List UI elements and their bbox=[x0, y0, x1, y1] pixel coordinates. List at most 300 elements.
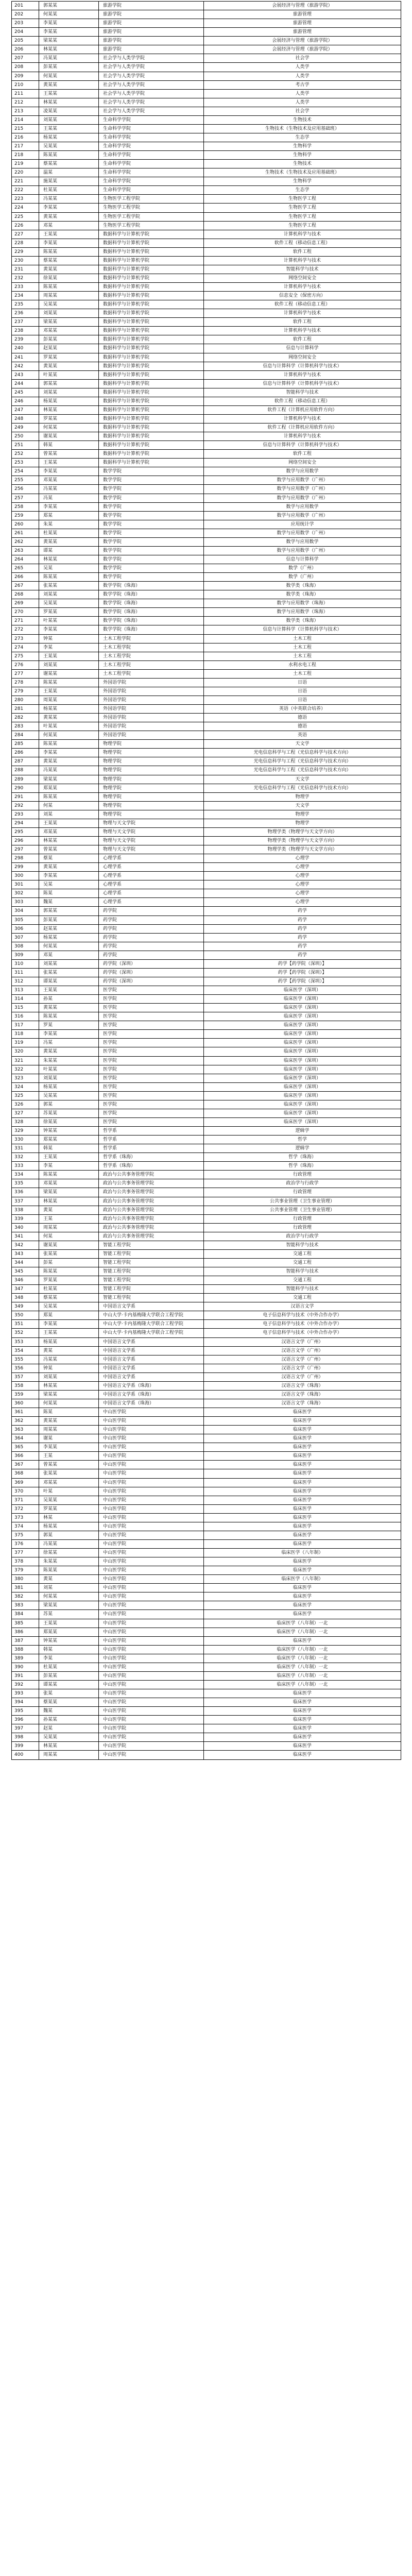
row-number-cell: 391 bbox=[12, 1672, 39, 1680]
student-name-cell: 郭某 bbox=[39, 1100, 99, 1109]
college-name-cell: 土木工程学院 bbox=[99, 670, 204, 678]
table-row bbox=[12, 863, 401, 872]
row-number-cell: 291 bbox=[12, 793, 39, 801]
student-name-cell: 邓某某 bbox=[39, 1479, 99, 1487]
student-name-cell: 罗某某 bbox=[39, 353, 99, 362]
table-row bbox=[12, 318, 401, 327]
table-row bbox=[12, 960, 401, 969]
college-name-cell: 中山大学·卡内基梅隆大学联合工程学院 bbox=[99, 1311, 204, 1319]
row-number-cell: 399 bbox=[12, 1742, 39, 1750]
row-number-cell: 310 bbox=[12, 960, 39, 968]
student-name-cell: 李某某 bbox=[39, 503, 99, 511]
table-row bbox=[12, 538, 401, 547]
college-name-cell: 医学院 bbox=[99, 1118, 204, 1126]
major-name-cell: 物理学 bbox=[204, 793, 401, 801]
student-name-cell: 王某某 bbox=[39, 230, 99, 239]
college-name-cell: 中山医学院 bbox=[99, 1672, 204, 1680]
table-row bbox=[12, 37, 401, 45]
major-name-cell: 临床医学（深圳） bbox=[204, 1109, 401, 1117]
table-row bbox=[12, 1355, 401, 1364]
college-name-cell: 外国语学院 bbox=[99, 679, 204, 687]
row-number-cell: 287 bbox=[12, 757, 39, 766]
student-name-cell: 陈某某 bbox=[39, 573, 99, 581]
student-name-cell: 徐某某 bbox=[39, 274, 99, 282]
major-name-cell: 临床医学（八年制） bbox=[204, 1549, 401, 1557]
major-name-cell: 临床医学 bbox=[204, 1443, 401, 1451]
major-name-cell: 软件工程（移动信息工程） bbox=[204, 397, 401, 405]
row-number-cell: 323 bbox=[12, 1074, 39, 1082]
student-name-cell: 蔡某某 bbox=[39, 257, 99, 265]
major-name-cell: 生物医学工程 bbox=[204, 195, 401, 203]
college-name-cell: 中山医学院 bbox=[99, 1443, 204, 1451]
major-name-cell: 临床医学 bbox=[204, 1452, 401, 1460]
row-number-cell: 395 bbox=[12, 1707, 39, 1715]
student-name-cell: 何某某 bbox=[39, 731, 99, 739]
major-name-cell: 临床医学（深圳） bbox=[204, 1074, 401, 1082]
table-row bbox=[12, 1171, 401, 1179]
table-row bbox=[12, 1083, 401, 1092]
table-row bbox=[12, 195, 401, 204]
major-name-cell: 人类学 bbox=[204, 90, 401, 98]
table-row bbox=[12, 898, 401, 907]
student-name-cell: 谭某 bbox=[39, 547, 99, 555]
college-name-cell: 心理学系 bbox=[99, 872, 204, 880]
student-name-cell: 梁某某 bbox=[39, 318, 99, 326]
major-name-cell: 汉语言文学（广州） bbox=[204, 1347, 401, 1355]
student-name-cell: 李某某 bbox=[39, 19, 99, 27]
table-row bbox=[12, 1382, 401, 1391]
college-name-cell: 药学院 bbox=[99, 916, 204, 924]
student-name-cell: 杨某某 bbox=[39, 397, 99, 405]
table-row bbox=[12, 54, 401, 63]
row-number-cell: 244 bbox=[12, 380, 39, 388]
table-row bbox=[12, 63, 401, 72]
college-name-cell: 中山医学院 bbox=[99, 1663, 204, 1671]
student-name-cell: 林某 bbox=[39, 1514, 99, 1522]
row-number-cell: 302 bbox=[12, 889, 39, 897]
major-name-cell: 汉语言文学（广州） bbox=[204, 1355, 401, 1364]
row-number-cell: 341 bbox=[12, 1232, 39, 1241]
table-row bbox=[12, 520, 401, 529]
major-name-cell: 日语 bbox=[204, 696, 401, 704]
college-name-cell: 中山医学院 bbox=[99, 1646, 204, 1654]
row-number-cell: 367 bbox=[12, 1461, 39, 1469]
college-name-cell: 医学院 bbox=[99, 1092, 204, 1100]
table-row bbox=[12, 1619, 401, 1628]
student-name-cell: 邓某某 bbox=[39, 476, 99, 484]
student-name-cell: 林某某 bbox=[39, 555, 99, 564]
college-name-cell: 数据科学与计算机学院 bbox=[99, 441, 204, 449]
student-name-cell: 李某 bbox=[39, 1654, 99, 1663]
row-number-cell: 264 bbox=[12, 555, 39, 564]
major-name-cell: 逻辑学 bbox=[204, 1144, 401, 1153]
row-number-cell: 382 bbox=[12, 1592, 39, 1601]
college-name-cell: 物理学院 bbox=[99, 766, 204, 774]
major-name-cell: 临床医学（深圳） bbox=[204, 1100, 401, 1109]
row-number-cell: 306 bbox=[12, 925, 39, 933]
row-number-cell: 381 bbox=[12, 1584, 39, 1592]
college-name-cell: 生物医学工程学院 bbox=[99, 213, 204, 221]
student-name-cell: 施某某 bbox=[39, 177, 99, 185]
college-name-cell: 社会学与人类学学院 bbox=[99, 107, 204, 115]
major-name-cell: 心理学 bbox=[204, 854, 401, 862]
major-name-cell: 临床医学（八年制）一北 bbox=[204, 1646, 401, 1654]
row-number-cell: 229 bbox=[12, 248, 39, 256]
row-number-cell: 238 bbox=[12, 327, 39, 335]
college-name-cell: 中山医学院 bbox=[99, 1505, 204, 1513]
student-name-cell: 吴某某 bbox=[39, 142, 99, 150]
major-name-cell: 临床医学 bbox=[204, 1724, 401, 1733]
table-row bbox=[12, 353, 401, 362]
student-name-cell: 温某 bbox=[39, 168, 99, 177]
row-number-cell: 379 bbox=[12, 1566, 39, 1574]
major-name-cell: 行政管理 bbox=[204, 1171, 401, 1179]
student-name-cell: 陈某 bbox=[39, 889, 99, 897]
major-name-cell: 生态学 bbox=[204, 186, 401, 194]
student-name-cell: 冯某 bbox=[39, 1039, 99, 1047]
table-row bbox=[12, 239, 401, 248]
row-number-cell: 261 bbox=[12, 529, 39, 537]
student-name-cell: 刘某某 bbox=[39, 590, 99, 599]
major-name-cell: 数学与应用数学（广州） bbox=[204, 512, 401, 520]
major-name-cell: 社会学 bbox=[204, 54, 401, 62]
college-name-cell: 外国语学院 bbox=[99, 696, 204, 704]
table-row bbox=[12, 204, 401, 212]
college-name-cell: 中山医学院 bbox=[99, 1469, 204, 1478]
major-name-cell: 计算机科学与技术 bbox=[204, 415, 401, 423]
row-number-cell: 246 bbox=[12, 397, 39, 405]
row-number-cell: 345 bbox=[12, 1267, 39, 1276]
college-name-cell: 心理学系 bbox=[99, 854, 204, 862]
table-row bbox=[12, 1127, 401, 1136]
college-name-cell: 数据科学与计算机学院 bbox=[99, 450, 204, 458]
major-name-cell: 物理学 bbox=[204, 819, 401, 827]
college-name-cell: 中山医学院 bbox=[99, 1487, 204, 1496]
table-row bbox=[12, 397, 401, 406]
table-row bbox=[12, 1654, 401, 1663]
major-name-cell: 软件工程（移动信息工程） bbox=[204, 239, 401, 247]
college-name-cell: 社会学与人类学学院 bbox=[99, 98, 204, 107]
student-name-cell: 邓某某 bbox=[39, 1179, 99, 1188]
table-row bbox=[12, 274, 401, 283]
college-name-cell: 智能工程学院 bbox=[99, 1241, 204, 1249]
college-name-cell: 物理与天文学院 bbox=[99, 845, 204, 854]
major-name-cell: 数学与应用数学（广州） bbox=[204, 485, 401, 493]
table-row bbox=[12, 643, 401, 652]
major-name-cell: 哲学（珠海） bbox=[204, 1153, 401, 1161]
table-row bbox=[12, 670, 401, 679]
row-number-cell: 344 bbox=[12, 1259, 39, 1267]
row-number-cell: 300 bbox=[12, 872, 39, 880]
row-number-cell: 332 bbox=[12, 1153, 39, 1161]
college-name-cell: 数据科学与计算机学院 bbox=[99, 353, 204, 362]
row-number-cell: 275 bbox=[12, 652, 39, 660]
table-row bbox=[12, 1276, 401, 1285]
student-name-cell: 蔡某某 bbox=[39, 1698, 99, 1706]
table-row bbox=[12, 977, 401, 986]
table-row bbox=[12, 1224, 401, 1232]
row-number-cell: 221 bbox=[12, 177, 39, 185]
student-name-cell: 郭某某 bbox=[39, 907, 99, 915]
college-name-cell: 中国语言文学系 bbox=[99, 1373, 204, 1381]
table-row bbox=[12, 494, 401, 503]
major-name-cell: 光电信息科学与工程（光信息科学与技术方向） bbox=[204, 766, 401, 774]
table-row bbox=[12, 344, 401, 353]
row-number-cell: 274 bbox=[12, 643, 39, 652]
major-name-cell: 临床医学 bbox=[204, 1733, 401, 1741]
table-row bbox=[12, 590, 401, 599]
college-name-cell: 中山医学院 bbox=[99, 1479, 204, 1487]
student-name-cell: 谭某某 bbox=[39, 977, 99, 986]
major-name-cell: 临床医学 bbox=[204, 1417, 401, 1425]
table-row bbox=[12, 1338, 401, 1347]
college-name-cell: 数据科学与计算机学院 bbox=[99, 248, 204, 256]
student-name-cell: 黄某 bbox=[39, 1347, 99, 1355]
student-name-cell: 陈某某 bbox=[39, 1566, 99, 1574]
row-number-cell: 368 bbox=[12, 1469, 39, 1478]
table-row bbox=[12, 1320, 401, 1329]
student-name-cell: 郭某某 bbox=[39, 380, 99, 388]
college-name-cell: 药学院 bbox=[99, 951, 204, 959]
row-number-cell: 225 bbox=[12, 213, 39, 221]
college-name-cell: 数据科学与计算机学院 bbox=[99, 300, 204, 309]
row-number-cell: 397 bbox=[12, 1724, 39, 1733]
table-row bbox=[12, 1592, 401, 1601]
major-name-cell: 药学 bbox=[204, 925, 401, 933]
row-number-cell: 374 bbox=[12, 1522, 39, 1531]
row-number-cell: 215 bbox=[12, 125, 39, 133]
student-name-cell: 曾某某 bbox=[39, 450, 99, 458]
major-name-cell: 网络空间安全 bbox=[204, 459, 401, 467]
major-name-cell: 土木工程 bbox=[204, 635, 401, 643]
major-name-cell: 临床医学 bbox=[204, 1540, 401, 1548]
student-name-cell: 彭某某 bbox=[39, 916, 99, 924]
college-name-cell: 数学学院（珠海） bbox=[99, 617, 204, 625]
row-number-cell: 202 bbox=[12, 10, 39, 19]
student-name-cell: 蔡某 bbox=[39, 854, 99, 862]
student-name-cell: 吴某某 bbox=[39, 1302, 99, 1311]
student-name-cell: 陈某某 bbox=[39, 248, 99, 256]
table-row bbox=[12, 257, 401, 265]
table-row bbox=[12, 907, 401, 916]
table-row bbox=[12, 116, 401, 125]
student-name-cell: 陈某某 bbox=[39, 1267, 99, 1276]
row-number-cell: 272 bbox=[12, 625, 39, 634]
table-row bbox=[12, 1646, 401, 1654]
row-number-cell: 353 bbox=[12, 1338, 39, 1346]
table-row bbox=[12, 1285, 401, 1294]
major-name-cell: 数学与应用数学 bbox=[204, 467, 401, 476]
table-row bbox=[12, 1443, 401, 1452]
student-name-cell: 朱某某 bbox=[39, 1057, 99, 1065]
student-name-cell: 黄某 bbox=[39, 1206, 99, 1214]
student-name-cell: 黄某某 bbox=[39, 863, 99, 871]
row-number-cell: 208 bbox=[12, 63, 39, 71]
major-name-cell: 天文学 bbox=[204, 802, 401, 810]
row-number-cell: 232 bbox=[12, 274, 39, 282]
college-name-cell: 数据科学与计算机学院 bbox=[99, 230, 204, 239]
table-row bbox=[12, 300, 401, 309]
student-name-cell: 罗某 bbox=[39, 1021, 99, 1029]
row-number-cell: 270 bbox=[12, 608, 39, 616]
college-name-cell: 数学学院 bbox=[99, 573, 204, 581]
major-name-cell: 临床医学（深圳） bbox=[204, 1047, 401, 1056]
table-row bbox=[12, 555, 401, 564]
major-name-cell: 交通工程 bbox=[204, 1276, 401, 1284]
table-row bbox=[12, 1487, 401, 1496]
table-row bbox=[12, 1549, 401, 1557]
row-number-cell: 309 bbox=[12, 951, 39, 959]
row-number-cell: 350 bbox=[12, 1311, 39, 1319]
major-name-cell: 交通工程 bbox=[204, 1294, 401, 1302]
college-name-cell: 哲学系 bbox=[99, 1127, 204, 1135]
student-name-cell: 叶某某 bbox=[39, 1065, 99, 1074]
college-name-cell: 医学院 bbox=[99, 1030, 204, 1038]
student-name-cell: 谢某某 bbox=[39, 1241, 99, 1249]
college-name-cell: 生命科学学院 bbox=[99, 116, 204, 124]
college-name-cell: 中山医学院 bbox=[99, 1461, 204, 1469]
table-row bbox=[12, 406, 401, 415]
student-name-cell: 邓某某 bbox=[39, 327, 99, 335]
major-name-cell: 行政管理 bbox=[204, 1215, 401, 1223]
student-name-cell: 凌某某 bbox=[39, 107, 99, 115]
student-name-cell: 李某某 bbox=[39, 1030, 99, 1038]
student-name-cell: 刘某某 bbox=[39, 661, 99, 669]
major-name-cell: 软件工程（移动信息工程） bbox=[204, 300, 401, 309]
college-name-cell: 数据科学与计算机学院 bbox=[99, 415, 204, 423]
student-name-cell: 何某某 bbox=[39, 72, 99, 80]
college-name-cell: 药学院 bbox=[99, 934, 204, 942]
major-name-cell: 智能科学与技术 bbox=[204, 388, 401, 397]
major-name-cell: 英语 bbox=[204, 731, 401, 739]
major-name-cell: 临床医学（深圳） bbox=[204, 1012, 401, 1021]
table-row bbox=[12, 793, 401, 802]
major-name-cell: 电子信息科学与技术（中外合作办学） bbox=[204, 1329, 401, 1337]
row-number-cell: 214 bbox=[12, 116, 39, 124]
college-name-cell: 中山医学院 bbox=[99, 1610, 204, 1618]
student-name-cell: 何某某 bbox=[39, 10, 99, 19]
row-number-cell: 358 bbox=[12, 1382, 39, 1390]
table-row bbox=[12, 819, 401, 828]
major-name-cell: 哲学（珠海） bbox=[204, 1162, 401, 1170]
row-number-cell: 363 bbox=[12, 1426, 39, 1434]
table-row bbox=[12, 1391, 401, 1399]
major-name-cell: 临床医学 bbox=[204, 1592, 401, 1601]
major-name-cell: 临床医学 bbox=[204, 1698, 401, 1706]
student-name-cell: 黄某某 bbox=[39, 538, 99, 546]
student-name-cell: 孙某某 bbox=[39, 1716, 99, 1724]
college-name-cell: 医学院 bbox=[99, 1012, 204, 1021]
student-name-cell: 魏某 bbox=[39, 898, 99, 906]
college-name-cell: 社会学与人类学学院 bbox=[99, 90, 204, 98]
major-name-cell: 生物医学工程 bbox=[204, 222, 401, 230]
row-number-cell: 351 bbox=[12, 1320, 39, 1328]
major-name-cell: 日语 bbox=[204, 687, 401, 696]
table-row bbox=[12, 1250, 401, 1259]
college-name-cell: 中山医学院 bbox=[99, 1452, 204, 1460]
student-name-cell: 韩某 bbox=[39, 441, 99, 449]
major-name-cell: 药学 bbox=[204, 934, 401, 942]
college-name-cell: 旅游学院 bbox=[99, 19, 204, 27]
row-number-cell: 260 bbox=[12, 520, 39, 529]
student-name-cell: 吴某某 bbox=[39, 1092, 99, 1100]
student-name-cell: 郑某某 bbox=[39, 1628, 99, 1636]
student-name-cell: 周某某 bbox=[39, 696, 99, 704]
table-row bbox=[12, 925, 401, 934]
college-name-cell: 中山大学·卡内基梅隆大学联合工程学院 bbox=[99, 1320, 204, 1328]
row-number-cell: 357 bbox=[12, 1373, 39, 1381]
student-name-cell: 王某某 bbox=[39, 986, 99, 994]
college-name-cell: 中山医学院 bbox=[99, 1426, 204, 1434]
row-number-cell: 266 bbox=[12, 573, 39, 581]
row-number-cell: 366 bbox=[12, 1452, 39, 1460]
student-name-cell: 冯某某 bbox=[39, 54, 99, 62]
college-name-cell: 旅游学院 bbox=[99, 45, 204, 54]
row-number-cell: 278 bbox=[12, 679, 39, 687]
student-name-cell: 郑某 bbox=[39, 1311, 99, 1319]
major-name-cell: 行政管理 bbox=[204, 1224, 401, 1232]
table-row bbox=[12, 10, 401, 19]
major-name-cell: 临床医学（八年制）一北 bbox=[204, 1628, 401, 1636]
student-name-cell: 何某某 bbox=[39, 1399, 99, 1408]
major-name-cell: 水利水电工程 bbox=[204, 661, 401, 669]
row-number-cell: 252 bbox=[12, 450, 39, 458]
college-name-cell: 中山医学院 bbox=[99, 1689, 204, 1698]
major-name-cell: 临床医学 bbox=[204, 1531, 401, 1539]
row-number-cell: 400 bbox=[12, 1751, 39, 1759]
major-name-cell: 会展经济与管理（旅游学院） bbox=[204, 45, 401, 54]
major-name-cell: 临床医学 bbox=[204, 1522, 401, 1531]
college-name-cell: 数学学院 bbox=[99, 555, 204, 564]
major-name-cell: 智能科学与技术 bbox=[204, 1241, 401, 1249]
major-name-cell: 计算机科学与技术 bbox=[204, 327, 401, 335]
major-name-cell: 物理学类（物理学与天文学方向） bbox=[204, 828, 401, 836]
student-name-cell: 王某某 bbox=[39, 1619, 99, 1628]
student-name-cell: 刘某某 bbox=[39, 116, 99, 124]
major-name-cell: 信息与计算科学 bbox=[204, 555, 401, 564]
row-number-cell: 259 bbox=[12, 512, 39, 520]
row-number-cell: 209 bbox=[12, 72, 39, 80]
college-name-cell: 政治与公共事务管理学院 bbox=[99, 1206, 204, 1214]
row-number-cell: 255 bbox=[12, 476, 39, 484]
student-name-cell: 李某某 bbox=[39, 625, 99, 634]
college-name-cell: 中山医学院 bbox=[99, 1733, 204, 1741]
college-name-cell: 医学院 bbox=[99, 1039, 204, 1047]
student-name-cell: 李某某 bbox=[39, 204, 99, 212]
row-number-cell: 349 bbox=[12, 1302, 39, 1311]
college-name-cell: 生物医学工程学院 bbox=[99, 204, 204, 212]
row-number-cell: 336 bbox=[12, 1188, 39, 1196]
row-number-cell: 320 bbox=[12, 1047, 39, 1056]
college-name-cell: 政治与公共事务管理学院 bbox=[99, 1179, 204, 1188]
college-name-cell: 数据科学与计算机学院 bbox=[99, 344, 204, 352]
college-name-cell: 物理学院 bbox=[99, 757, 204, 766]
student-name-cell: 彭某某 bbox=[39, 1672, 99, 1680]
major-name-cell: 计算机科学与技术 bbox=[204, 432, 401, 440]
student-name-cell: 冯某某 bbox=[39, 1355, 99, 1364]
row-number-cell: 210 bbox=[12, 81, 39, 89]
college-name-cell: 中山医学院 bbox=[99, 1742, 204, 1750]
row-number-cell: 289 bbox=[12, 775, 39, 784]
college-name-cell: 外国语学院 bbox=[99, 687, 204, 696]
student-name-cell: 何某某 bbox=[39, 423, 99, 432]
college-name-cell: 政治与公共事务管理学院 bbox=[99, 1224, 204, 1232]
table-row bbox=[12, 1716, 401, 1724]
table-row bbox=[12, 45, 401, 54]
student-name-cell: 徐某某 bbox=[39, 1118, 99, 1126]
major-name-cell: 信息安全（保密方向） bbox=[204, 292, 401, 300]
row-number-cell: 331 bbox=[12, 1144, 39, 1153]
